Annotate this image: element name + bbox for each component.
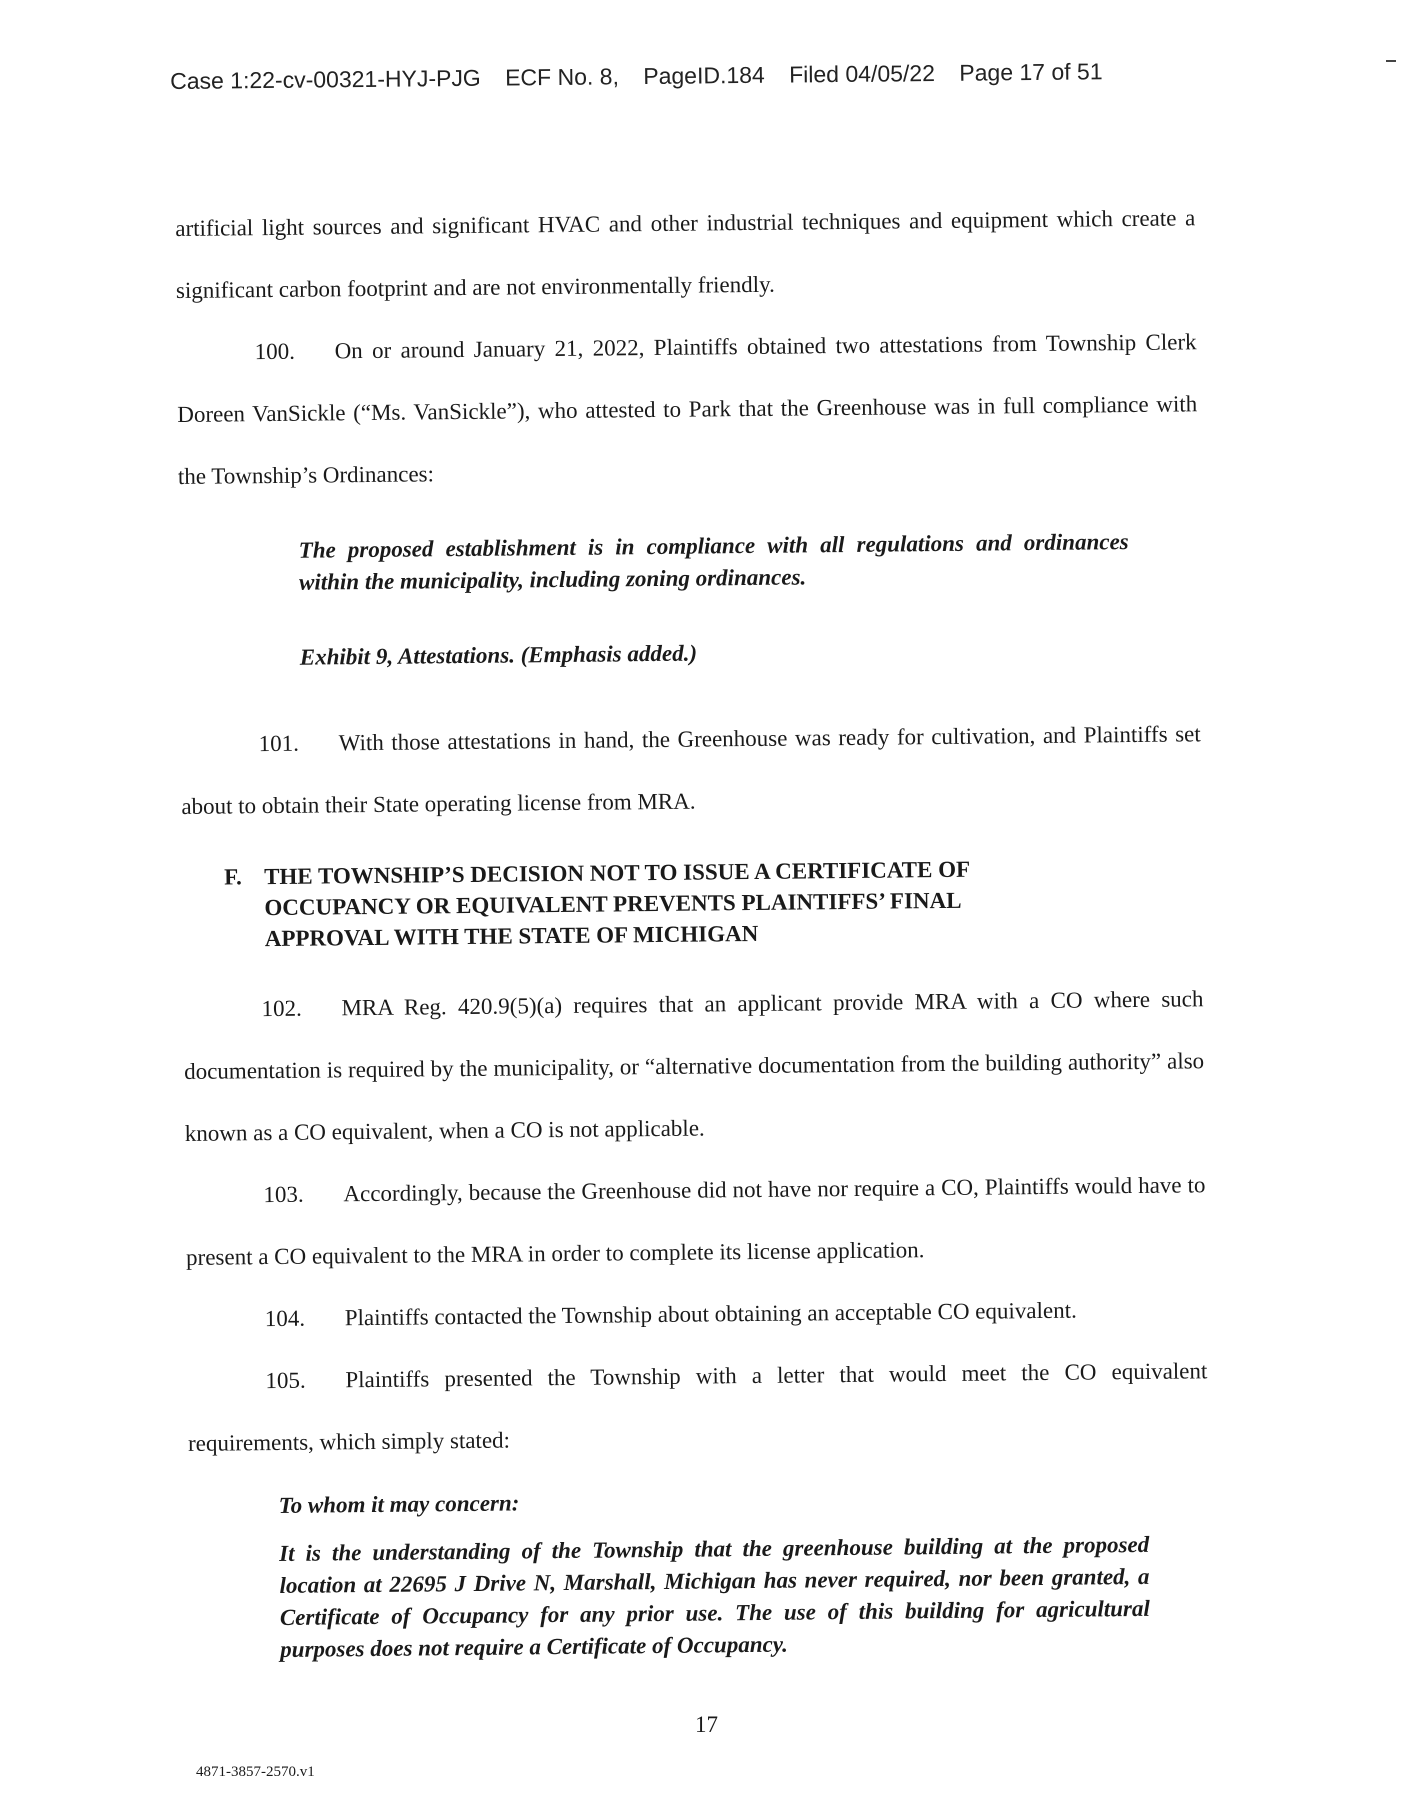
letter-salutation: To whom it may concern: [278, 1490, 520, 1518]
page-count: Page 17 of 51 [959, 58, 1103, 86]
section-letter: F. [223, 864, 242, 890]
paragraph-continuation: artificial light sources and significant HVAC and other industrial techniques and equipment which create a significant carbon footprint and are not environmentally friendly. [175, 205, 1196, 303]
paragraph-text: Accordingly, because the Greenhouse did not have nor require a CO, Plaintiffs would have to present a CO equivalent to the MRA in order to complete its license application. [185, 1172, 1206, 1270]
paragraph-number: 105. [265, 1367, 306, 1394]
paragraph-text: With those attestations in hand, the Greenhouse was ready for cultivation, and Plaintiffs set about to obtain their State operating license from MRA. [181, 721, 1201, 819]
paragraph-number: 103. [263, 1181, 304, 1208]
block-quote: The proposed establishment is in compliance with all regulations and ordinances within the municipality, including zoning ordinances. [298, 529, 1129, 595]
page-id: PageID.184 [643, 61, 765, 90]
section-heading [224, 853, 1083, 955]
paragraph-101 [180, 703, 1201, 838]
paragraph-100 [176, 311, 1198, 508]
paragraph-text: Plaintiffs presented the Township with a letter that would meet the CO equivalent requirements, which simply stated: [187, 1358, 1208, 1456]
paragraph-text: MRA Reg. 420.9(5)(a) requires that an applicant provide MRA with a CO where such documentation is required by the municipality, or “alternative documentation from the building authority” also known as a CO equivalent, when a CO is not applicable. [184, 986, 1205, 1146]
paragraph-103 [185, 1154, 1206, 1289]
edge-mark [1386, 60, 1396, 62]
paragraph-104 [186, 1278, 1207, 1351]
case-number: Case 1:22-cv-00321-HYJ-PJG [170, 64, 481, 94]
page-number: 17 [695, 1712, 718, 1737]
letter-quote: It is the understanding of the Township that the greenhouse building at the proposed location at 22695 J Drive N, Marshall, Michigan has never required, nor been granted, a Certificate of Occupancy for any prior use. The use of this building for agricultural purposes does not require a Certificate of Occupancy. [279, 1531, 1150, 1662]
paragraph-105 [187, 1340, 1208, 1475]
paragraph-number: 104. [264, 1305, 306, 1332]
body-text [175, 187, 1210, 1667]
paragraph-text: On or around January 21, 2022, Plaintiffs obtained two attestations from Township Clerk Doreen VanSickle (“Ms. VanSickle”), who attested to Park that the Greenhouse was in full compliance with the Township’s Ordinances: [177, 329, 1198, 489]
paragraph-number: 100. [254, 338, 295, 365]
quote-citation: Exhibit 9, Attestations. (Emphasis added.) [299, 640, 698, 670]
paragraph-number: 102. [261, 995, 302, 1022]
paragraph-102 [183, 968, 1205, 1165]
section-title: THE TOWNSHIP’S DECISION NOT TO ISSUE A CERTIFICATE OF OCCUPANCY OR EQUIVALENT PREVENTS PLAINTIFFS’ FINAL APPROVAL WITH THE STATE OF MICHIGAN [263, 856, 970, 952]
ecf-number: ECF No. 8, [504, 63, 620, 91]
filed-date: Filed 04/05/22 [789, 59, 936, 88]
case-header [170, 58, 1121, 95]
paragraph-text: Plaintiffs contacted the Township about obtaining an acceptable CO equivalent. [344, 1297, 1077, 1331]
paragraph-number: 101. [258, 730, 300, 757]
document-id: 4871-3857-2570.v1 [196, 1764, 315, 1780]
